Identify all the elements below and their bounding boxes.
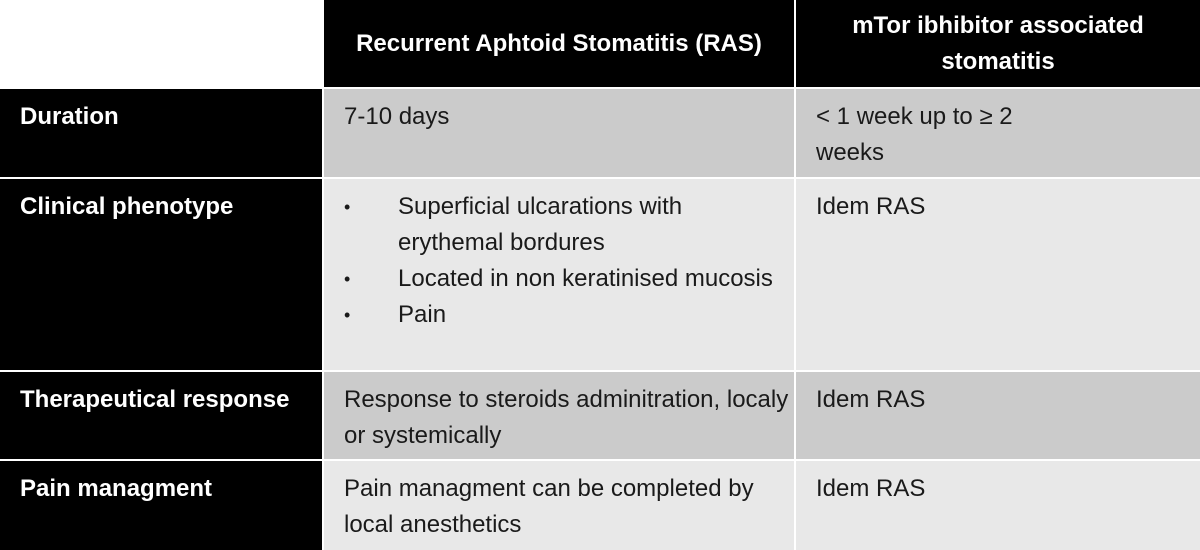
cell-pain-ras: Pain managment can be completed by local anesthetics bbox=[324, 461, 794, 550]
row-label-clinical-phenotype: Clinical phenotype bbox=[0, 179, 322, 370]
row-label-pain-managment: Pain managment bbox=[0, 461, 322, 550]
bullet-text: Located in non keratinised mucosis bbox=[398, 265, 773, 292]
bullet-text: Superficial ulcarations with erythemal bordures bbox=[398, 193, 683, 256]
list-item bbox=[344, 189, 794, 261]
header-ras: Recurrent Aphtoid Stomatitis (RAS) bbox=[324, 0, 794, 87]
header-mtor: mTor ibhibitor associated stomatitis bbox=[796, 0, 1200, 87]
bullet-icon: • bbox=[344, 305, 351, 325]
list-item bbox=[344, 297, 794, 333]
cell-therapeutical-ras: Response to steroids adminitration, localy or systemically bbox=[324, 372, 794, 459]
cell-pain-mtor: Idem RAS bbox=[796, 461, 1200, 550]
cell-therapeutical-mtor: Idem RAS bbox=[796, 372, 1200, 459]
row-label-therapeutical-response: Therapeutical response bbox=[0, 372, 322, 459]
list-item bbox=[344, 261, 794, 297]
row-label-duration: Duration bbox=[0, 89, 322, 177]
cell-phenotype-ras bbox=[324, 179, 794, 370]
table-corner bbox=[0, 0, 322, 87]
cell-duration-ras: 7-10 days bbox=[324, 89, 794, 177]
cell-duration-mtor: < 1 week up to ≥ 2 weeks bbox=[796, 89, 1200, 177]
phenotype-bullet-list bbox=[344, 189, 794, 333]
bullet-icon: • bbox=[344, 197, 351, 217]
bullet-text: Pain bbox=[398, 301, 447, 328]
bullet-icon: • bbox=[344, 269, 351, 289]
cell-phenotype-mtor: Idem RAS bbox=[796, 179, 1200, 370]
